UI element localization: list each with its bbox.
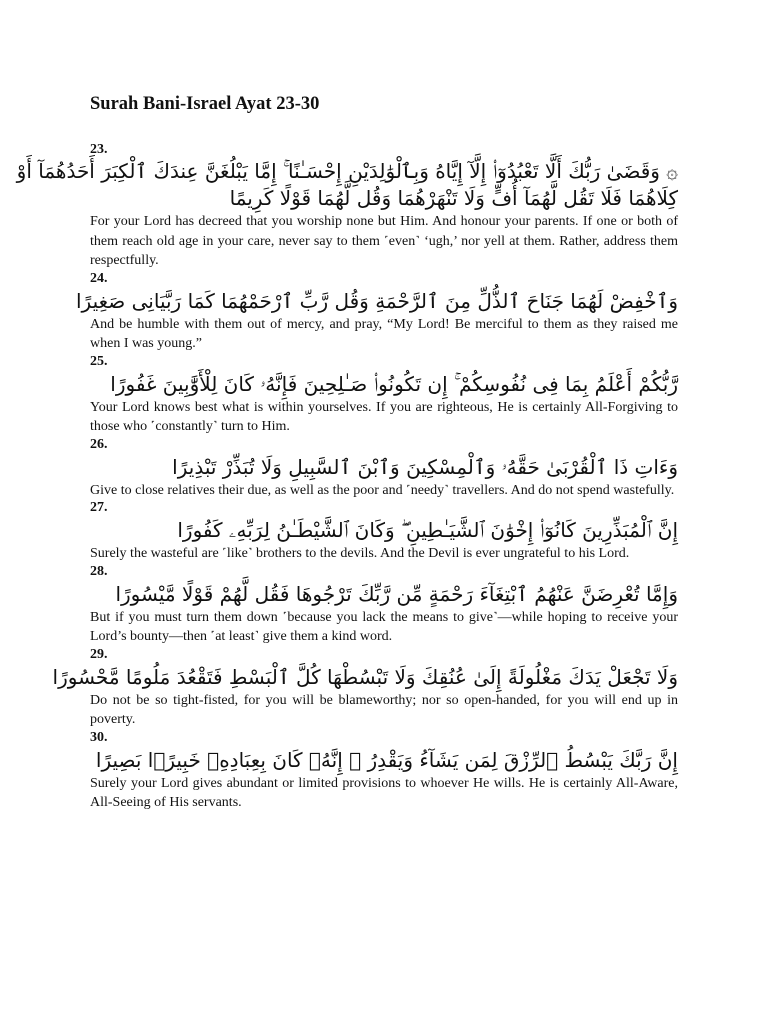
arabic-text-line-1: وَإِمَّا تُعْرِضَنَّ عَنْهُمُ ٱبْتِغَآءَ رَحْمَةٍ مِّن رَّبِّكَ تَرْجُوهَا فَقُل لَّهُمْ قَوْلًا مَّيْسُورًا (115, 581, 678, 606)
english-translation: Give to close relatives their due, as well as the poor and ˹needy˺ travellers. And do not spend wastefully. (90, 482, 675, 498)
arabic-text-line-1: إِنَّ ٱلْمُبَذِّرِينَ كَانُوٓا۟ إِخْوَٰنَ ٱلشَّيَـٰطِينِ ۖ وَكَانَ ٱلشَّيْطَـٰنُ لِرَبِّهِۦ كَفُورًا (177, 518, 678, 542)
arabic-text-line-1: إِنَّ رَبَّكَ يَبْسُطُ ٱلرِّزْقَ لِمَن يَشَآءُ وَيَقْدِرُ ۚ إِنَّهُۥ كَانَ بِعِبَادِهِۦ خَبِيرًۢا بَصِيرًا (95, 747, 678, 772)
verse-23 (16, 142, 678, 271)
verse-number: 30. (90, 729, 108, 745)
verse-29 (52, 646, 678, 730)
english-translation: Surely the wasteful are ˹like˺ brothers to the devils. And the Devil is ever ungrateful to his Lord. (90, 546, 630, 561)
verse-number: 28. (90, 563, 108, 579)
verse-number: 25. (90, 353, 108, 369)
page-title: Surah Bani-Israel Ayat 23-30 (90, 94, 320, 114)
arabic-text-line-1: وَٱخْفِضْ لَهُمَا جَنَاحَ ٱلذُّلِّ مِنَ ٱلرَّحْمَةِ وَقُل رَّبِّ ٱرْحَمْهُمَا كَمَا رَبَّيَانِى صَغِيرًا (76, 288, 678, 313)
document-page (16, 92, 678, 813)
english-translation: And be humble with them out of mercy, and pray, “My Lord! Be merciful to them as they raised me when I was young.” (90, 316, 678, 351)
verse-28 (90, 564, 678, 647)
english-translation: For your Lord has decreed that you worship none but Him. And honour your parents. If one or both of them reach old age in your care, never say to them ˹even˺ ‘ugh,’ nor yell at them. Rather, address them respectfully. (90, 214, 678, 268)
verse-26 (90, 437, 678, 501)
english-translation: Your Lord knows best what is within yourselves. If you are righteous, He is certainly All-Forgiving to those who ˹constantly˺ turn to Him. (90, 399, 678, 434)
arabic-text-line-1: وَءَاتِ ذَا ٱلْقُرْبَىٰ حَقَّهُۥ وَٱلْمِسْكِينَ وَٱبْنَ ٱلسَّبِيلِ وَلَا تُبَذِّرْ تَبْذِيرًا (172, 454, 678, 479)
verse-25 (90, 354, 678, 437)
verse-number: 27. (90, 500, 108, 515)
arabic-text-line-1: رَّبُّكُمْ أَعْلَمُ بِمَا فِى نُفُوسِكُمْ ۚ إِن تَكُونُوا۟ صَـٰلِحِينَ فَإِنَّهُۥ كَانَ لِلْأَوَّٰبِينَ غَفُورًا (110, 371, 678, 396)
verse-number: 29. (90, 646, 108, 662)
english-translation: Do not be so tight-fisted, for you will be blameworthy; nor so open-handed, for you will end up in poverty. (90, 692, 678, 727)
verse-30 (90, 730, 678, 813)
english-translation: Surely your Lord gives abundant or limited provisions to whoever He wills. He is certainly All-Aware, All-Seeing of His servants. (90, 775, 678, 810)
verse-number: 23. (90, 142, 108, 157)
arabic-text-line-1: ۞ وَقَضَىٰ رَبُّكَ أَلَّا تَعْبُدُوٓا۟ إِلَّآ إِيَّاهُ وَبِٱلْوَٰلِدَيْنِ إِحْسَـٰنًا ۚ إِمَّا يَبْلُغَنَّ عِندَكَ ٱلْكِبَرَ أَحَدُهُمَآ أَوْ (16, 159, 678, 183)
verse-number: 24. (90, 270, 108, 286)
verse-27 (90, 500, 678, 564)
verse-number: 26. (90, 436, 108, 452)
english-translation: But if you must turn them down ˹because you lack the means to give˺—while hoping to receive your Lord’s bounty—then ˹at least˺ give them a kind word. (90, 609, 678, 644)
verse-24 (76, 270, 678, 354)
arabic-text-line-2: كِلَاهُمَا فَلَا تَقُل لَّهُمَآ أُفٍّ وَلَا تَنْهَرْهُمَا وَقُل لَّهُمَا قَوْلًا كَرِيمًا (229, 186, 678, 210)
arabic-text-line-1: وَلَا تَجْعَلْ يَدَكَ مَغْلُولَةً إِلَىٰ عُنُقِكَ وَلَا تَبْسُطْهَا كُلَّ ٱلْبَسْطِ فَتَقْعُدَ مَلُومًا مَّحْسُورًا (52, 664, 678, 689)
